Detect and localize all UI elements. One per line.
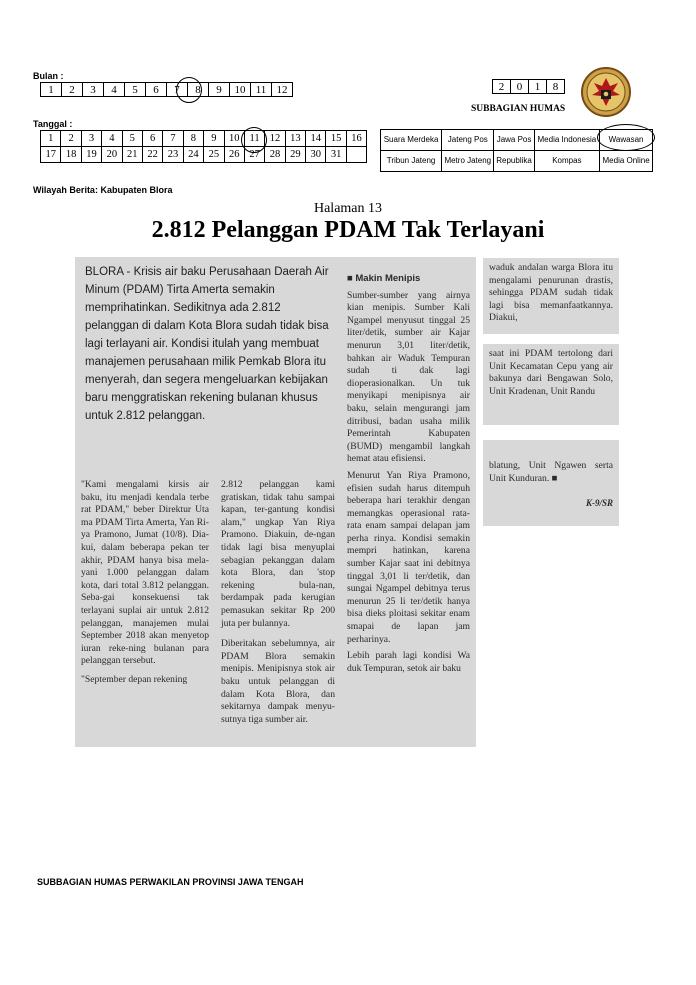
month-cell: 1 — [41, 83, 62, 97]
subhead-text: Makin Menipis — [355, 273, 421, 284]
month-cell: 6 — [146, 83, 167, 97]
date-cell: 3 — [81, 131, 101, 147]
clip-lead — [75, 257, 341, 475]
clip-col2 — [215, 475, 341, 747]
date-cell: 12 — [265, 131, 285, 147]
col3-paragraph: Sumber-sumber yang airnya kian menipis. Sumber Kali Ngampel menyusut tinggal 25 liter/detik, sumber air Kajar menurun 3,01 liter/detik, bahkan air Waduk Tempuran sudah ti dak lagi dioperasionalkan. Un tuk menyikapi menipisnya air baku, selain mengurangi jam ditribusi, badan usaha milik Pemerintah Kabupaten (BUMD) mengambil langkah hemat atau efisiensi. — [347, 289, 470, 465]
date-cell: 30 — [306, 147, 326, 163]
date-cell — [346, 147, 366, 163]
year-digit-cell: 0 — [511, 80, 529, 94]
date-cell: 23 — [163, 147, 183, 163]
media-cell: Kompas — [534, 151, 600, 172]
month-cell: 12 — [272, 83, 293, 97]
month-cell: 3 — [83, 83, 104, 97]
date-cell: 29 — [285, 147, 305, 163]
year-digit-cell: 2 — [493, 80, 511, 94]
date-cell: 19 — [81, 147, 101, 163]
date-cell: 21 — [122, 147, 142, 163]
date-cell: 17 — [41, 147, 61, 163]
selected-media-circle — [597, 124, 655, 151]
year-grid — [492, 79, 565, 94]
media-cell: Jateng Pos — [442, 130, 494, 151]
month-cell: 4 — [104, 83, 125, 97]
month-grid — [40, 82, 293, 97]
date-cell: 18 — [61, 147, 81, 163]
bulan-label: Bulan : — [33, 71, 64, 81]
tanggal-label: Tanggal : — [33, 119, 73, 129]
date-cell: 15 — [326, 131, 346, 147]
date-cell: 10 — [224, 131, 244, 147]
col2b-paragraph: Diberitakan sebelumnya, air PDAM Blora semakin menipis. Menipisnya stok air baku untuk pelanggan di dalam Kota Blora, dan sekitarnya dampak menyu-sutnya tiga sumber air. — [221, 638, 335, 725]
media-cell: Wawasan — [600, 130, 653, 151]
col4a-paragraph: waduk andalan warga Blora itu mengalami penurunan drastis, sehingga PDAM sudah tidak lagi bisa memanfaatkannya. Diakui, — [489, 262, 613, 324]
date-cell: 9 — [204, 131, 224, 147]
col4c-text: blatung, Unit Ngawen serta Unit Kunduran. — [489, 460, 613, 484]
wilayah-label: Wilayah Berita: Kabupaten Blora — [33, 185, 173, 195]
year-digit-cell: 8 — [547, 80, 565, 94]
date-cell: 11 — [244, 131, 264, 147]
date-cell: 28 — [265, 147, 285, 163]
month-cell: 5 — [125, 83, 146, 97]
footer-text: SUBBAGIAN HUMAS PERWAKILAN PROVINSI JAWA TENGAH — [37, 877, 304, 887]
garuda-emblem — [580, 66, 632, 118]
col4b-paragraph: saat ini PDAM tertolong dari Unit Kecamatan Cepu yang air bakunya dari Bengawan Solo, Unit Kradenan, Unit Randu — [489, 348, 613, 397]
date-cell: 26 — [224, 147, 244, 163]
date-grid — [40, 130, 367, 163]
date-cell: 1 — [41, 131, 61, 147]
department-label: SUBBAGIAN HUMAS — [471, 104, 566, 114]
date-cell: 25 — [204, 147, 224, 163]
date-cell: 16 — [346, 131, 366, 147]
media-cell: Media Online — [600, 151, 653, 172]
clip-col4a — [483, 258, 619, 334]
year-digit-cell: 1 — [529, 80, 547, 94]
media-cell: Tribun Jateng — [381, 151, 442, 172]
lead-paragraph: BLORA - Krisis air baku Perusahaan Daerah Air Minum (PDAM) Tirta Amerta semakin memprihatinkan. Sedikitnya ada 2.812 pelanggan di dalam Kota Blora sudah tidak bisa lagi terlayani air. Kondisi itulah yang membuat manajemen perusahaan milik Pemkab Blora itu menyerah, dan segera mengeluarkan kebijakan baru menggratiskan rekening bulanan khusus untuk 2.812 pelanggan. — [85, 266, 329, 422]
col3c-paragraph: Lebih parah lagi kondisi Wa duk Tempuran, setok air baku — [347, 650, 470, 674]
date-cell: 6 — [142, 131, 162, 147]
date-cell: 31 — [326, 147, 346, 163]
col2-paragraph: 2.812 pelanggan kami gratiskan, tidak tahu sampai kapan, ter-gantung kondisi alam," ungkap Yan Riya Pramono. Diakuin, de-ngan tidak lagi bisa menyuplai sebagian pekanggan dalam kota Blora, dan 'stop rekening bula-nan, berdampak pada kerugian pemasukan sekitar Rp 200 juta per bulannya. — [221, 479, 335, 629]
date-cell: 4 — [102, 131, 122, 147]
subhead-makin-menipis: ■ Makin Menipis — [347, 273, 421, 284]
month-cell: 11 — [251, 83, 272, 97]
clip-col3 — [341, 257, 476, 747]
selected-month-circle — [176, 77, 202, 103]
month-cell: 2 — [62, 83, 83, 97]
media-cell: Metro Jateng — [442, 151, 494, 172]
selected-date-circle — [241, 127, 267, 153]
month-cell: 10 — [230, 83, 251, 97]
date-cell: 24 — [183, 147, 203, 163]
date-cell: 2 — [61, 131, 81, 147]
col1-paragraph: "Kami mengalami kirsis air baku, itu menjadi kendala terbe rat PDAM," beber Direktur Uta ma PDAM Tirta Amerta, Yan Ri-ya Pramono, Jumat (10/8). Dia-kui, dalam beberapa pekan ter akhir, PDAM hanya bisa mela-yani 1.000 pelanggan dalam kota, dari total 3.812 pelanggan. Seba-gai konsekuensi tak terlayani suplai air untuk 2.812 pelanggan, manajemen mulai September 2018 akan menyetop iuran reke-ning bulanan para pelanggan tersebut. — [81, 479, 209, 667]
month-cell: 7 — [167, 83, 188, 97]
media-cell: Jawa Pos — [494, 130, 534, 151]
date-cell: 14 — [306, 131, 326, 147]
media-cell: Suara Merdeka — [381, 130, 442, 151]
date-cell: 7 — [163, 131, 183, 147]
date-cell: 5 — [122, 131, 142, 147]
clip-col4c — [483, 440, 619, 526]
month-cell: 9 — [209, 83, 230, 97]
signature: K-9/SR — [585, 498, 613, 509]
date-cell: 13 — [285, 131, 305, 147]
date-cell: 22 — [142, 147, 162, 163]
clip-col1 — [75, 475, 215, 747]
media-cell: Republika — [494, 151, 534, 172]
page-number: Halaman 13 — [313, 201, 383, 216]
date-cell: 20 — [102, 147, 122, 163]
month-cell: 8 — [188, 83, 209, 97]
headline: 2.812 Pelanggan PDAM Tak Terlayani — [151, 217, 545, 243]
date-cell: 8 — [183, 131, 203, 147]
col1b-paragraph: "September depan rekening — [81, 673, 188, 685]
date-cell: 27 — [244, 147, 264, 163]
media-cell: Media Indonesia — [534, 130, 600, 151]
clip-col4b — [483, 344, 619, 425]
col4c-paragraph: blatung, Unit Ngawen serta Unit Kunduran. ■ — [489, 460, 613, 484]
col3b-paragraph: Menurut Yan Riya Pramono, efisien sudah harus ditempuh beberapa hari terakhir dengan memangkas operasional rata-rata enam sampai delapan jam perha rinya. Kondisi semakin mempri hatinkan, karena sumber Kajar saat ini debitnya tinggal 3,01 li ter/detik, dan sungai Ngampel debitnya terus menurun 25 li ter/detik hanya bisa dieks ploitasi sekitar enam smapai de lapan jam perharinya. — [347, 469, 470, 645]
